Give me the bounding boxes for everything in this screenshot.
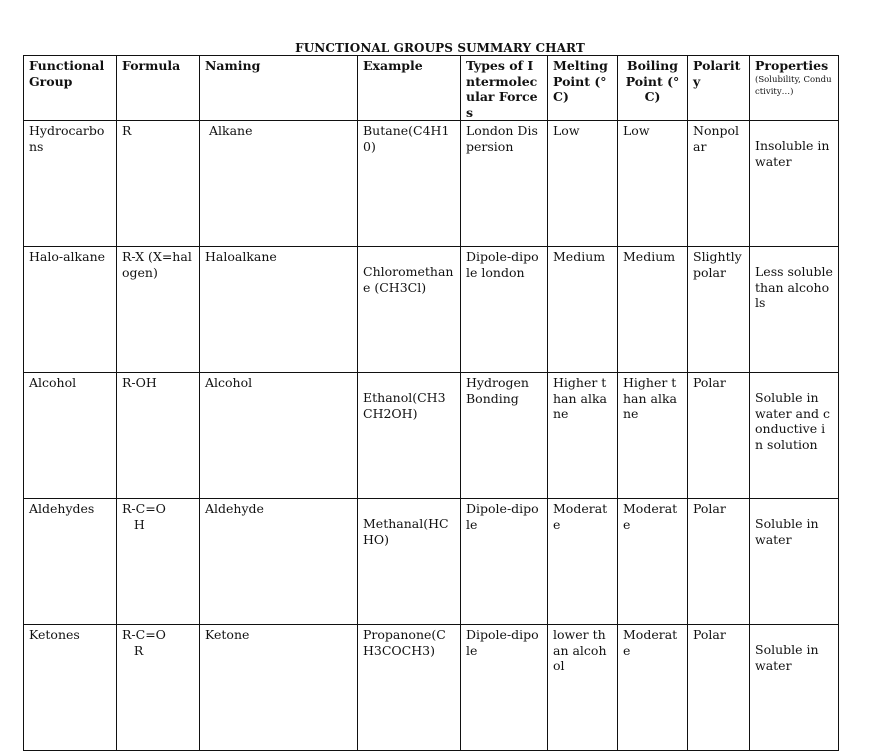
header-example: Example xyxy=(358,56,461,121)
cell-polarity: Polar xyxy=(688,373,750,499)
chart-title: FUNCTIONAL GROUPS SUMMARY CHART xyxy=(295,41,585,55)
cell-boiling: Low xyxy=(618,121,688,247)
header-properties-note: (Solubility, Conductivity…) xyxy=(755,74,832,97)
header-polarity: Polarity xyxy=(688,56,750,121)
cell-formula: R xyxy=(117,121,200,247)
cell-group: Ketones xyxy=(24,625,117,751)
cell-boiling: Higher than alkane xyxy=(618,373,688,499)
table-row xyxy=(24,625,839,751)
cell-imf: London Dispersion xyxy=(461,121,548,247)
cell-example: Chloromethane (CH3Cl) xyxy=(358,247,461,373)
header-boiling: Boiling Point (°C) xyxy=(618,56,688,121)
table-row xyxy=(24,121,839,247)
header-melting: Melting Point (°C) xyxy=(548,56,618,121)
cell-melting: Moderate xyxy=(548,499,618,625)
cell-melting: lower than alcohol xyxy=(548,625,618,751)
cell-properties: Soluble in water xyxy=(750,499,839,625)
cell-formula: R-OH xyxy=(117,373,200,499)
cell-boiling: Moderate xyxy=(618,625,688,751)
cell-properties: Insoluble in water xyxy=(750,121,839,247)
header-naming: Naming xyxy=(200,56,358,121)
table-row xyxy=(24,247,839,373)
cell-melting: Higher than alkane xyxy=(548,373,618,499)
header-formula: Formula xyxy=(117,56,200,121)
cell-example: Propanone(CH3COCH3) xyxy=(358,625,461,751)
cell-example: Methanal(HCHO) xyxy=(358,499,461,625)
header-properties xyxy=(750,56,839,121)
cell-melting: Low xyxy=(548,121,618,247)
table-row xyxy=(24,499,839,625)
cell-naming: Ketone xyxy=(200,625,358,751)
table-row xyxy=(24,373,839,499)
cell-example: Butane(C4H10) xyxy=(358,121,461,247)
cell-formula: R-C=O R xyxy=(117,625,200,751)
cell-boiling: Moderate xyxy=(618,499,688,625)
cell-group: Aldehydes xyxy=(24,499,117,625)
cell-properties: Soluble in water xyxy=(750,625,839,751)
cell-naming: Aldehyde xyxy=(200,499,358,625)
cell-naming: Alcohol xyxy=(200,373,358,499)
cell-polarity: Nonpolar xyxy=(688,121,750,247)
cell-imf: Dipole-dipole london xyxy=(461,247,548,373)
cell-group: Hydrocarbons xyxy=(24,121,117,247)
header-row xyxy=(24,56,839,121)
cell-naming: Alkane xyxy=(200,121,358,247)
cell-properties: Less soluble than alcohols xyxy=(750,247,839,373)
cell-group: Alcohol xyxy=(24,373,117,499)
functional-groups-table xyxy=(23,55,839,751)
header-properties-label: Properties xyxy=(755,58,829,73)
cell-melting: Medium xyxy=(548,247,618,373)
cell-group: Halo-alkane xyxy=(24,247,117,373)
header-imf: Types of Intermolecular Forces xyxy=(461,56,548,121)
cell-imf: Hydrogen Bonding xyxy=(461,373,548,499)
cell-example: Ethanol(CH3CH2OH) xyxy=(358,373,461,499)
cell-imf: Dipole-dipole xyxy=(461,499,548,625)
cell-properties: Soluble in water and conductive in solution xyxy=(750,373,839,499)
cell-polarity: Slightly polar xyxy=(688,247,750,373)
cell-formula: R-C=O H xyxy=(117,499,200,625)
cell-boiling: Medium xyxy=(618,247,688,373)
cell-polarity: Polar xyxy=(688,625,750,751)
header-group: Functional Group xyxy=(24,56,117,121)
cell-imf: Dipole-dipole xyxy=(461,625,548,751)
cell-formula: R-X (X=halogen) xyxy=(117,247,200,373)
cell-polarity: Polar xyxy=(688,499,750,625)
cell-naming: Haloalkane xyxy=(200,247,358,373)
